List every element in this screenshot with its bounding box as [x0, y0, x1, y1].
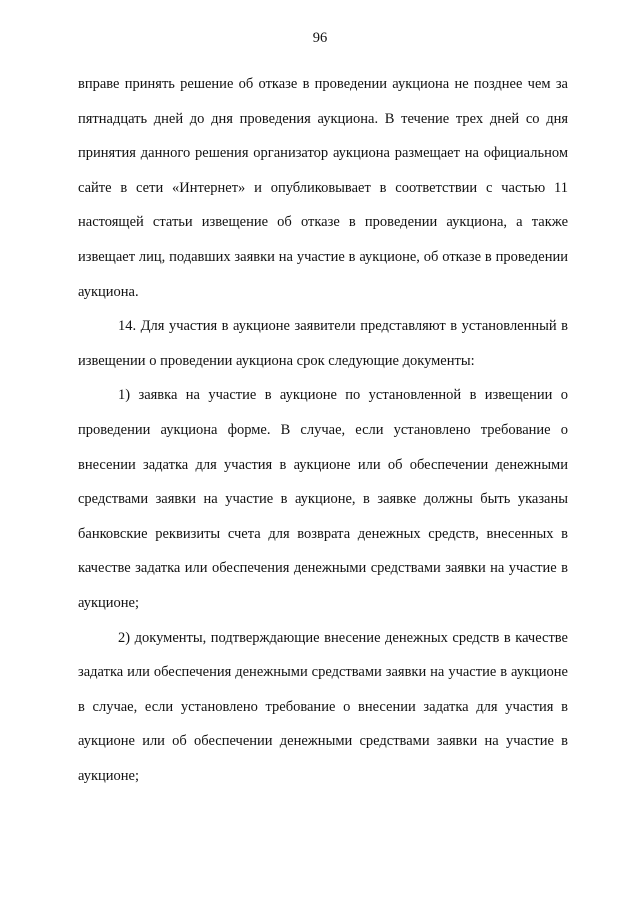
document-body — [78, 67, 568, 793]
paragraph-continuation: вправе принять решение об отказе в проведении аукциона не позднее чем за пятнадцать дней до дня проведения аукциона. В течение трех дней со дня принятия данного решения организатор аукциона размещает на официальном сайте в сети «Интернет» и опубликовывает в соответствии с частью 11 настоящей статьи извещение об отказе в проведении аукциона, а также извещает лиц, подавших заявки на участие в аукционе, об отказе в проведении аукциона. — [78, 76, 568, 300]
paragraph-subitem-2: 2) документы, подтверждающие внесение денежных средств в качестве задатка или обеспечения денежными средствами заявки на участие в аукционе в случае, если установлено требование о внесении задатка для участия в аукционе или об обеспечении денежными средствами заявки на участие в аукционе; — [78, 629, 568, 784]
page-number: 96 — [312, 30, 328, 46]
paragraph-subitem-1: 1) заявка на участие в аукционе по установленной в извещении о проведении аукциона форме. В случае, если установлено требование о внесении задатка для участия в аукционе или об обеспечении денежными средствами заявки на участие в аукционе, в заявке должны быть указаны банковские реквизиты счета для возврата денежных средств, внесенных в качестве задатка или обеспечения денежными средствами заявки на участие в аукционе; — [78, 387, 568, 611]
paragraph-item-14: 14. Для участия в аукционе заявители представляют в установленный в извещении о проведении аукциона срок следующие документы: — [78, 318, 568, 369]
